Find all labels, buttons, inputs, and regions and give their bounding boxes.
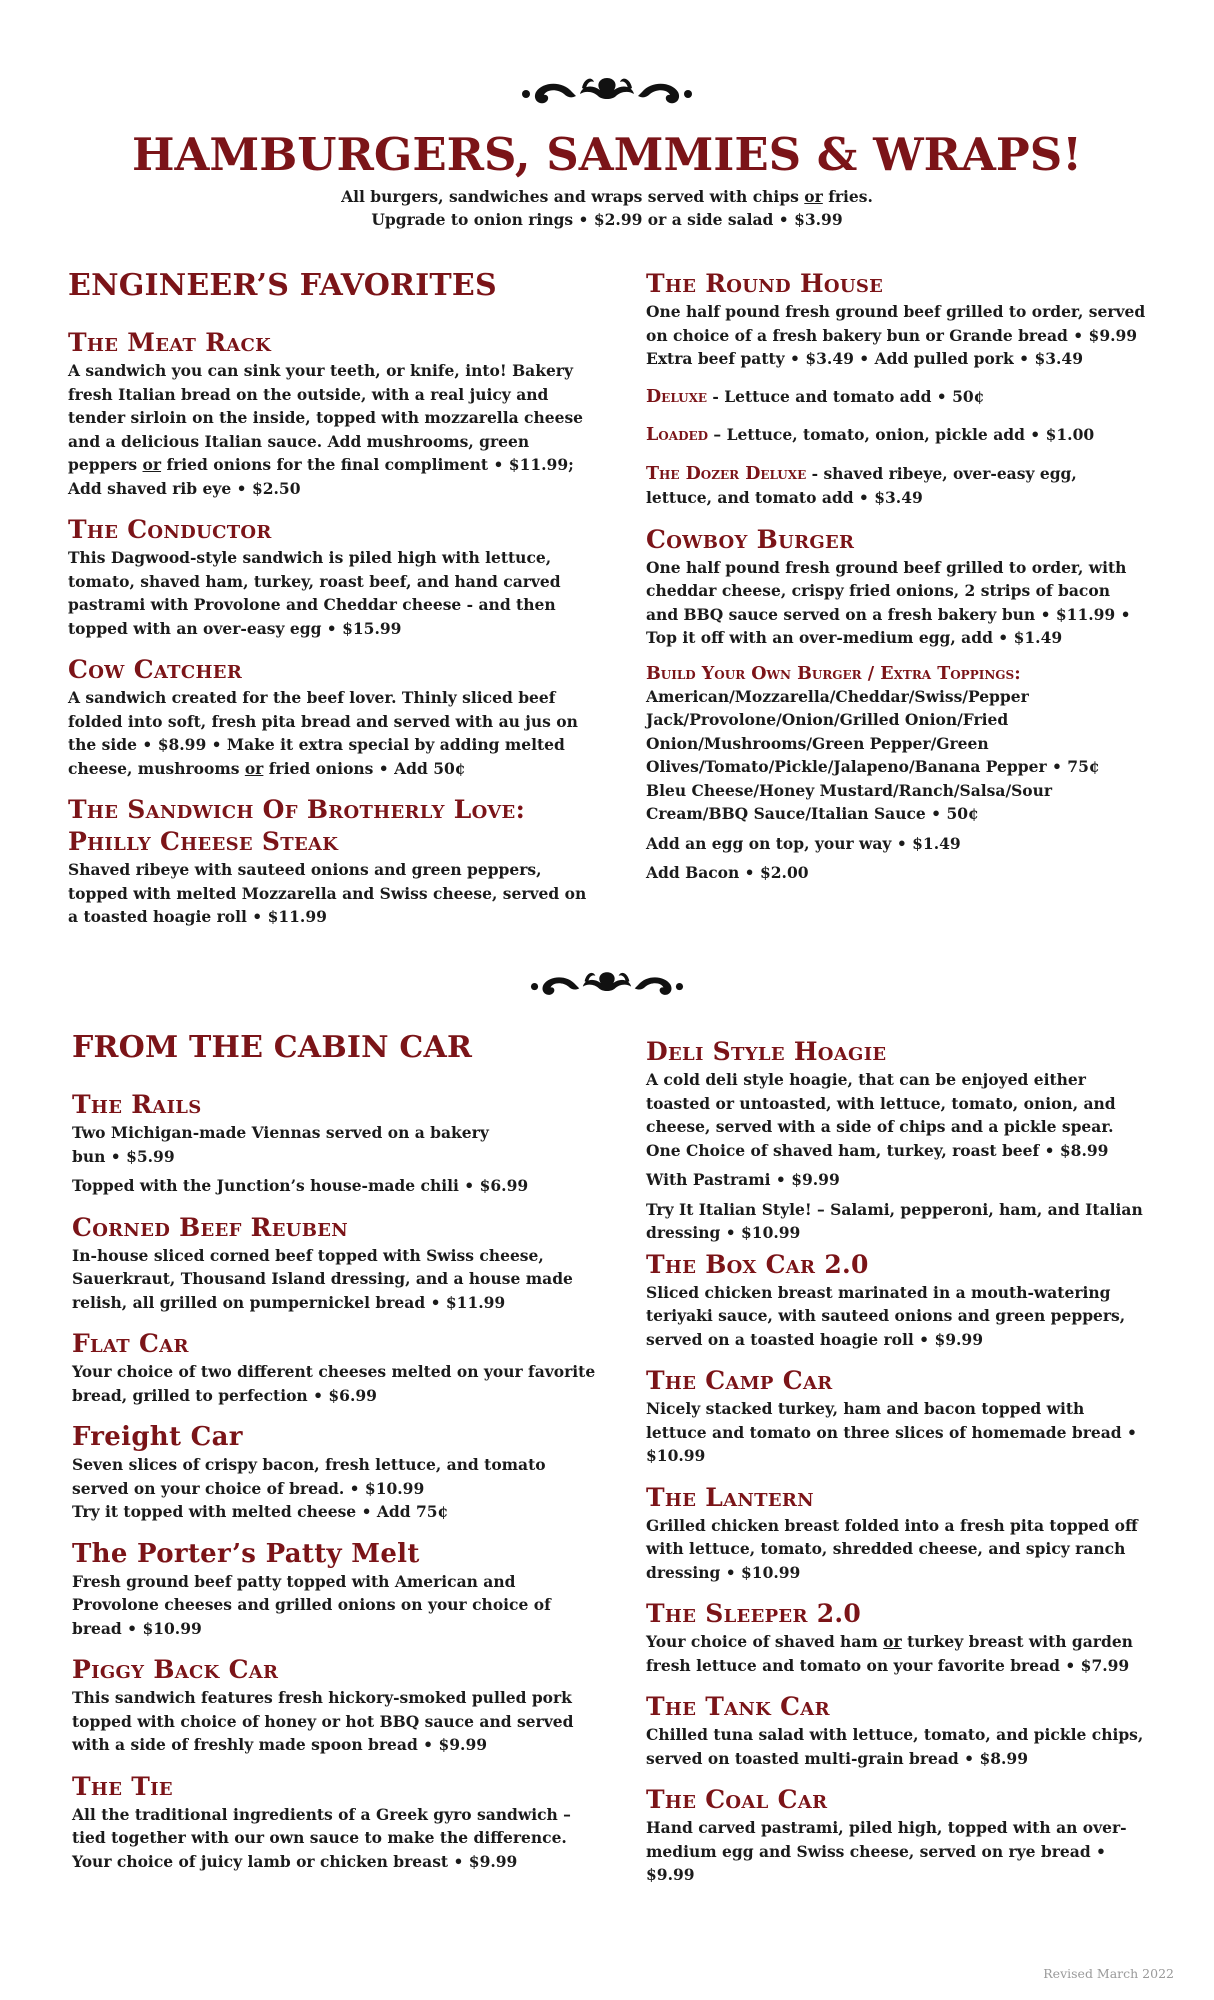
item-title: Build Your Own Burger / Extra Toppings: — [646, 663, 1021, 684]
item-title: The Tank Car — [646, 1692, 830, 1721]
option-name: Deluxe — [646, 386, 708, 407]
desc-text: A sandwich you can sink your teeth, or knife, into! Bakery fresh Italian bread on the outside, with a real juicy and tender sirloin on the inside, topped with mozzarella cheese and a delicious Italian sauce. Add mushrooms, green peppers — [68, 361, 584, 474]
desc-or: or — [883, 1632, 902, 1651]
item-description: In-house sliced corned beef topped with Swiss cheese, Sauerkraut, Thousand Island dressing, and a house made relish, all grilled on pumpernickel bread • $11.99 — [72, 1245, 573, 1312]
cabin-car-section-right — [646, 1036, 1146, 1901]
revised-date: Revised March 2022 — [1043, 1966, 1174, 1981]
item-title: The Tie — [72, 1771, 173, 1801]
option-name: Loaded — [646, 425, 709, 445]
menu-item-round-house — [646, 268, 1146, 371]
menu-item-cowboy-burger — [646, 524, 1146, 650]
menu-item-cow-catcher — [68, 654, 598, 780]
option-name: The Dozer Deluxe — [646, 463, 807, 484]
menu-item-reuben — [72, 1212, 602, 1315]
item-description: Grilled chicken breast folded into a fresh pita topped off with lettuce, tomato, shredded cheese, and spicy ranch dressing • $10.99 — [646, 1515, 1138, 1582]
menu-item-meat-rack — [68, 327, 598, 500]
item-description: Sliced chicken breast marinated in a mouth-watering teriyaki sauce, with sauteed onions and green peppers, served on a toasted hoagie roll • $9.99 — [646, 1282, 1126, 1349]
item-description: All the traditional ingredients of a Greek gyro sandwich – tied together with our own sauce to make the difference. Your choice of juicy lamb or chicken breast • $9.99 — [72, 1804, 571, 1871]
item-title: The Coal Car — [646, 1785, 828, 1814]
option-desc: – Lettuce, tomato, onion, pickle add • $1.00 — [708, 425, 1095, 444]
add-egg: Add an egg on top, your way • $1.49 — [646, 833, 961, 853]
item-description — [68, 359, 598, 500]
option-dozer-deluxe — [646, 462, 1146, 510]
item-description: Nicely stacked turkey, ham and bacon topped with lettuce and tomato on three slices of homemade bread • $10.99 — [646, 1399, 1137, 1465]
item-title: The Sandwich Of Brotherly Love: — [68, 795, 526, 824]
item-title: The Conductor — [68, 515, 272, 544]
item-addon: With Pastrami • $9.99 — [646, 1170, 840, 1189]
desc-or: or — [142, 455, 162, 474]
item-title: Freight Car — [72, 1422, 243, 1452]
menu-item-flat-car — [72, 1328, 602, 1407]
item-title: The Porter’s Patty Melt — [72, 1538, 420, 1569]
item-title: Deli Style Hoagie — [646, 1037, 887, 1066]
menu-item-box-car — [646, 1249, 1146, 1352]
engineers-favorites-section — [68, 268, 598, 943]
desc-text: A sandwich created for the beef lover. Thinly sliced beef folded into soft, fresh pita bread and served with au jus on the side • $8.99 • Make it extra special by adding melted cheese, mushrooms — [68, 688, 578, 778]
menu-item-sleeper — [646, 1598, 1146, 1677]
menu-item-lantern — [646, 1482, 1146, 1585]
item-description — [68, 686, 598, 780]
menu-item-deli-hoagie — [646, 1036, 1146, 1245]
desc-text-end: fried onions for the final compliment • $11.99; Add shaved rib eye • $2.50 — [68, 455, 574, 498]
item-title: The Rails — [72, 1090, 202, 1119]
item-title: Cowboy Burger — [646, 524, 855, 554]
cabin-car-section — [72, 1030, 602, 1887]
menu-item-tie — [72, 1771, 602, 1874]
option-desc: - Lettuce and tomato add • 50¢ — [707, 386, 985, 406]
item-title: The Box Car 2.0 — [646, 1249, 869, 1279]
item-title: Cow Catcher — [68, 655, 243, 684]
subtitle-text: All burgers, sandwiches and wraps served with chips — [341, 187, 805, 206]
item-description: Hand carved pastrami, piled high, topped with an over-medium egg and Swiss cheese, served on rye bread • $9.99 — [646, 1818, 1127, 1884]
menu-item-conductor — [68, 514, 598, 640]
menu-item-porter-patty-melt — [72, 1538, 602, 1641]
desc-or: or — [244, 758, 264, 778]
add-bacon: Add Bacon • $2.00 — [646, 863, 809, 882]
item-description: A cold deli style hoagie, that can be enjoyed either toasted or untoasted, with lettuce, tomato, onion, and cheese, served with a side of chips and a pickle spear. One Choice of shaved ham, turkey, roast beef • $8.99 — [646, 1070, 1116, 1160]
item-title: Piggy Back Car — [72, 1655, 279, 1684]
item-description: Shaved ribeye with sauteed onions and green peppers, topped with melted Mozzarella and Swiss cheese, served on a toasted hoagie roll • $11.99 — [68, 860, 587, 926]
item-description: Two Michigan-made Viennas served on a bakery bun • $5.99 — [72, 1123, 489, 1166]
option-desc: - shaved ribeye, over-easy egg, lettuce, and tomato add • $3.49 — [646, 463, 1077, 507]
menu-item-piggy-back-car — [72, 1654, 602, 1757]
build-your-own — [646, 664, 1146, 885]
item-title: The Sleeper 2.0 — [646, 1599, 862, 1628]
item-title: The Round House — [646, 269, 884, 298]
item-title-line2: Philly Cheese Steak — [68, 827, 339, 856]
item-title: The Lantern — [646, 1482, 814, 1512]
section-title: ENGINEER’S FAVORITES — [68, 268, 497, 303]
flourish-ornament-icon — [512, 70, 702, 110]
item-addon: Try it topped with melted cheese • Add 75¢ — [72, 1502, 449, 1521]
menu-item-camp-car — [646, 1365, 1146, 1468]
item-title: The Meat Rack — [68, 328, 272, 357]
item-description: This Dagwood-style sandwich is piled high with lettuce, tomato, shaved ham, turkey, roast beef, and hand carved pastrami with Provolone and Cheddar cheese - and then topped with an over-easy egg • $15.99 — [68, 548, 561, 638]
page-title: HAMBURGERS, SAMMIES & WRAPS! — [131, 128, 1083, 181]
menu-item-tank-car — [646, 1691, 1146, 1770]
toppings-50: Bleu Cheese/Honey Mustard/Ranch/Salsa/Sour Cream/BBQ Sauce/Italian Sauce • 50¢ — [646, 780, 1053, 823]
menu-item-freight-car — [72, 1421, 602, 1524]
item-title: Corned Beef Reuben — [72, 1212, 349, 1242]
item-title: The Camp Car — [646, 1366, 833, 1395]
item-title: Flat Car — [72, 1329, 189, 1358]
item-description: Seven slices of crispy bacon, fresh lettuce, and tomato served on your choice of bread. • $10.99 — [72, 1455, 546, 1498]
flourish-ornament-icon — [522, 965, 692, 1001]
item-description: One half pound fresh ground beef grilled to order, with cheddar cheese, crispy fried onions, 2 strips of bacon and BBQ sauce served on a fresh bakery bun • $11.99 • Top it off with an over-medium egg, add • $1.49 — [646, 557, 1131, 647]
item-description: Your choice of two different cheeses melted on your favorite bread, grilled to perfection • $6.99 — [72, 1362, 596, 1405]
subtitle-text-end: fries. — [822, 187, 873, 206]
toppings-75: American/Mozzarella/Cheddar/Swiss/Pepper Jack/Provolone/Onion/Grilled Onion/Fried Onion/Mushrooms/Green Pepper/Green Olives/Tomato/Pickle/Jalapeno/Banana Pepper • 75¢ — [646, 686, 1100, 776]
item-description: One half pound fresh ground beef grilled to order, served on choice of a fresh bakery bun or Grande bread • $9.99 Extra beef patty • $3.49 • Add pulled pork • $3.49 — [646, 302, 1146, 368]
item-description: Fresh ground beef patty topped with American and Provolone cheeses and grilled onions on your choice of bread • $10.99 — [72, 1571, 551, 1638]
desc-text: Your choice of shaved ham — [646, 1632, 884, 1651]
section-title: FROM THE CABIN CAR — [72, 1030, 473, 1065]
option-deluxe — [646, 385, 1146, 410]
menu-item-rails — [72, 1089, 602, 1198]
burgers-section — [646, 268, 1146, 899]
menu-item-coal-car — [646, 1784, 1146, 1887]
item-description: Chilled tuna salad with lettuce, tomato, and pickle chips, served on toasted multi-grain bread • $8.99 — [646, 1725, 1144, 1768]
desc-text-end: fried onions • Add 50¢ — [263, 758, 466, 778]
item-addon: Topped with the Junction’s house-made chili • $6.99 — [72, 1176, 529, 1195]
subtitle-or: or — [804, 187, 823, 206]
desc-text-end: turkey breast with garden fresh lettuce and tomato on your favorite bread • $7.99 — [646, 1632, 1133, 1675]
subtitle-sides — [0, 187, 1214, 206]
item-description: This sandwich features fresh hickory-smoked pulled pork topped with choice of honey or hot BBQ sauce and served with a side of freshly made spoon bread • $9.99 — [72, 1688, 574, 1754]
option-loaded — [646, 423, 1146, 448]
item-description — [646, 1630, 1146, 1677]
item-addon: Try It Italian Style! – Salami, pepperoni, ham, and Italian dressing • $10.99 — [646, 1199, 1143, 1242]
menu-item-philly — [68, 794, 598, 929]
subtitle-upgrade: Upgrade to onion rings • $2.99 or a side salad • $3.99 — [371, 210, 843, 229]
